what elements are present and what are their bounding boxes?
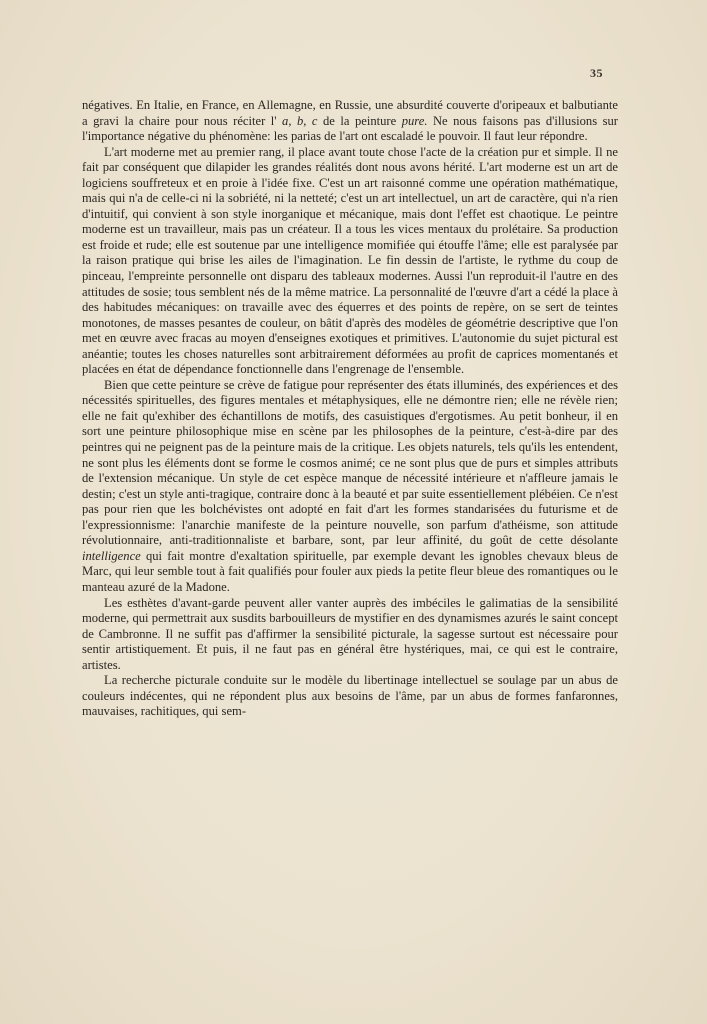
- text-run-italic: a, b, c: [282, 113, 318, 128]
- text-run-italic: pure.: [401, 113, 428, 128]
- text-run: de la peinture: [317, 113, 402, 128]
- paragraph: [82, 378, 618, 596]
- text-run: qui fait montre d'exaltation spirituelle, par exemple devant les ignobles chevaux bleus de Marc, qui leur semble tout à fait qualifiés pour fouler aux pieds la petite fleur bleue des romantiques ou le manteau azuré de la Madone.: [82, 548, 618, 594]
- paragraph: [82, 596, 618, 674]
- paragraph: [82, 98, 618, 145]
- text-run: Les esthètes d'avant-garde peuvent aller vanter auprès des imbéciles le galimatias de la sensibilité moderne, qui permettrait aux susdits barbouilleurs de mystifier en des dynamismes azurés le saint concept de Cambronne. Il ne suffit pas d'affirmer la sensibilité picturale, la sagesse surtout est nécessaire pour sentir artistiquement. Et puis, il ne faut pas en général être hystériques, mai, ce qui est le contraire, artistes.: [82, 595, 618, 672]
- paragraph: [82, 145, 618, 378]
- paragraph: [82, 673, 618, 720]
- text-run: L'art moderne met au premier rang, il place avant toute chose l'acte de la création pur et simple. Il ne fait par conséquent que dilapider les grandes réalités dont nous avons hérité. L'art moderne est un art de logiciens souffreteux et en proie à l'idée fixe. C'est un art raisonné comme une opération mathématique, mais qui n'a de celle-ci ni la sobriété, ni la netteté; c'est un art intellectuel, un art de caractère, qui n'a rien d'intuitif, qui convient à son style inorganique et mécanique, mais dont l'effet est chaotique. Le peintre moderne est un travailleur, mais pas un créateur. Il a tous les vices mentaux du prolétaire. Sa production est froide et rude; elle est soutenue par une intelligence momifiée qui étouffe l'âme; elle est paralysée par la raison pratique qui brise les ailes de l'imagination. Le fin dessin de l'artiste, le rythme du coup de pinceau, l'empreinte personnelle ont disparu des tableaux modernes. Aussi l'un reproduit-il l'autre en des attitudes de sosie; tous semblent nés de la même matrice. La personnalité de l'œuvre d'art a cédé la place à des habitudes mécaniques: on travaille avec des équerres et des points de repère, on se sert de teintes monotones, de masses pesantes de couleur, on bâtit d'après des modèles de géométrie descriptive que l'on met en œuvre avec fracas au moyen d'enseignes exotiques et primitives. L'autonomie du sujet pictural est anéantie; toutes les choses naturelles sont arbitrairement déformées au profit de caprices momentanés et placées en état de dépendance fonctionnelle dans l'engrenage de l'ensemble.: [82, 144, 618, 377]
- page-number: 35: [590, 66, 603, 80]
- text-run: Bien que cette peinture se crève de fatigue pour représenter des états illuminés, des expériences et des nécessités spirituelles, des figures mentales et métaphysiques, elle ne démontre rien; elle ne révèle rien; elle ne fait qu'exhiber des échantillons de motifs, des casuistiques d'ergotismes. Au petit bonheur, il en sort une peinture philosophique mise en scène par les philosophes de la peinture, c'est-à-dire par des peintres qui ne peignent pas de la peinture mais de la critique. Les objets naturels, tels qu'ils les entendent, ne sont plus les éléments dont se forme le cosmos animé; ce ne sont plus que de purs et simples attributs de l'extension mécanique. Un style de cet espèce manque de nécessité intérieure et n'affleure jamais le destin; c'est un style anti-tragique, contraire donc à la beauté et par suite essentiellement plébéien. Ce n'est pas pour rien que les bolchévistes ont adopté en fait d'art les formes standarisées du futurisme et de l'expressionnisme: l'anarchie manifeste de la peinture nouvelle, son parfum d'athéisme, son attitude révolutionnaire, anti-traditionnaliste et barbare, sont, par leur affinité, du goût de cette désolante: [82, 377, 618, 548]
- text-run: Ne nous faisons pas d'illusions sur l'importance négative du phénomène: les parias de l'art ont escaladé le pouvoir. Il faut leur répondre.: [82, 113, 618, 144]
- text-run-italic: intelligence: [82, 548, 141, 563]
- text-run: La recherche picturale conduite sur le modèle du libertinage intellectuel se soulage par un abus de couleurs indécentes, qui ne répondent plus aux besoins de l'âme, par un abus de formes fanfaronnes, mauvaises, rachitiques, qui sem-: [82, 673, 618, 719]
- body-text: [82, 98, 618, 720]
- text-run: négatives. En Italie, en France, en Allemagne, en Russie, une absurdité couverte d'oripeaux et balbutiante a gravi la chaire pour nous réciter l': [82, 98, 618, 128]
